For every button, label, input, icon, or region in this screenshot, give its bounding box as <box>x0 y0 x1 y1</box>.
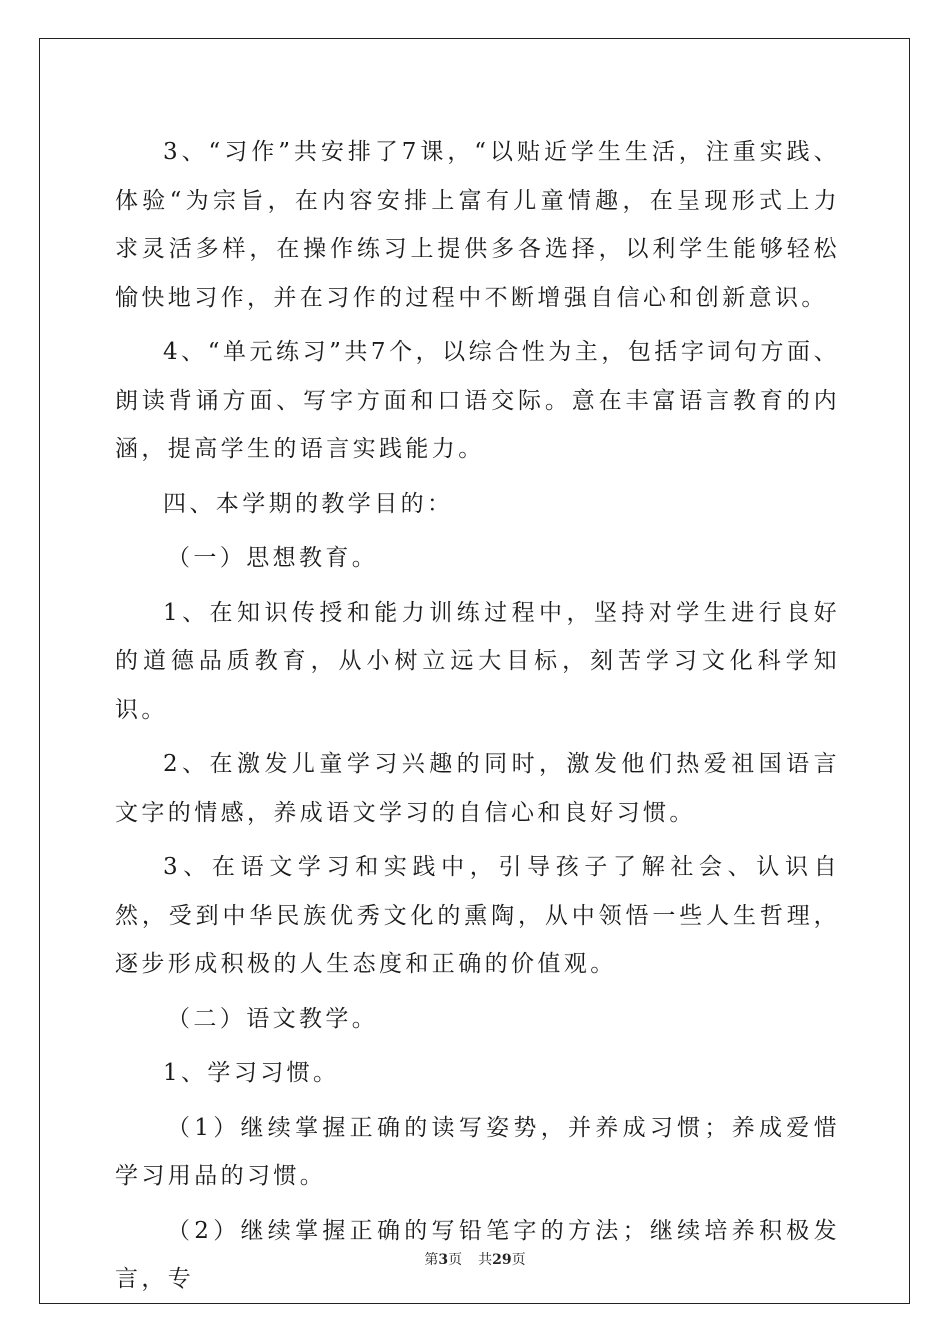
paragraph-2: 4、“单元练习”共7个，以综合性为主，包括字词句方面、朗读背诵方面、写字方面和口语交际。意在丰富语言教育的内涵，提高学生的语言实践能力。 <box>115 339 840 462</box>
page-number: 3 <box>438 1252 449 1268</box>
list-item-2: （2）继续掌握正确的写铅笔字的方法；继续培养积极发言，专 <box>115 1217 840 1292</box>
paragraph-1: 3、“习作”共安排了7课，“以贴近学生生活，注重实践、体验“为宗旨，在内容安排上富有儿童情趣，在呈现形式上力求灵活多样，在操作练习上提供多各选择，以利学生能够轻松愉快地习作，并在习作的过程中不断增强自信心和创新意识。 <box>115 139 840 311</box>
subsection-heading-2: （二）语文教学。 <box>167 1005 379 1032</box>
total-prefix: 共 <box>478 1252 493 1268</box>
section-heading-4: 四、本学期的教学目的： <box>163 490 454 517</box>
page-suffix: 页 <box>448 1252 463 1268</box>
item-heading-1: 1、学习习惯。 <box>163 1060 340 1086</box>
subsection-heading-1: （一）思想教育。 <box>167 545 379 571</box>
total-pages: 29 <box>492 1252 512 1268</box>
document-body <box>115 128 840 1304</box>
page-footer <box>0 1249 950 1269</box>
paragraph-5: 3、在语文学习和实践中，引导孩子了解社会、认识自然，受到中华民族优秀文化的熏陶，从中领悟一些人生哲理，逐步形成积极的人生态度和正确的价值观。 <box>115 854 840 977</box>
paragraph-4: 2、在激发儿童学习兴趣的同时，激发他们热爱祖国语言文字的情感，养成语文学习的自信心和良好习惯。 <box>115 751 840 826</box>
total-suffix: 页 <box>511 1252 526 1268</box>
page-prefix: 第 <box>424 1252 439 1268</box>
paragraph-3: 1、在知识传授和能力训练过程中，坚持对学生进行良好的道德品质教育，从小树立远大目标，刻苦学习文化科学知识。 <box>115 599 840 723</box>
list-item-1: （1）继续掌握正确的读写姿势，并养成习惯；养成爱惜学习用品的习惯。 <box>115 1114 840 1189</box>
